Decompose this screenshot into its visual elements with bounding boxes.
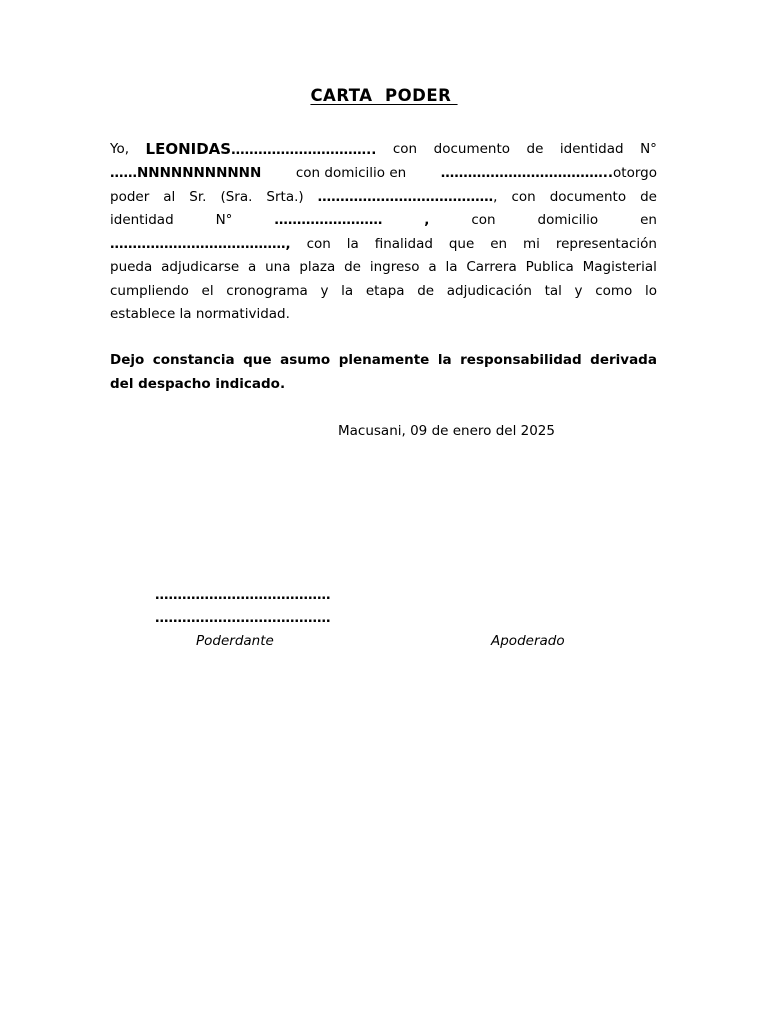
document-title: [0, 86, 768, 105]
word: identidad: [559, 141, 624, 157]
word: Magisterial: [582, 259, 657, 275]
attorney-name-dots: …………………………………: [317, 189, 494, 205]
word: la: [445, 259, 458, 275]
word: con: [392, 141, 418, 157]
word: Carrera: [466, 259, 517, 275]
word: la: [341, 283, 354, 299]
phrase: con domicilio en: [295, 165, 407, 181]
body-line-3: [110, 185, 657, 209]
word: de: [344, 259, 361, 275]
title-text: CARTA PODER: [310, 86, 458, 105]
word: a: [248, 259, 257, 275]
word: al: [163, 189, 176, 205]
grantor-address-field: [441, 161, 657, 185]
word: etapa: [365, 283, 405, 299]
word: constancia: [152, 352, 235, 368]
word: con: [306, 236, 331, 252]
word: Srta.): [266, 189, 304, 205]
word: la: [346, 236, 359, 252]
word: poder: [110, 189, 150, 205]
word: en: [640, 212, 657, 228]
word: responsabilidad: [460, 352, 582, 368]
word: finalidad: [374, 236, 433, 252]
word: el: [201, 283, 214, 299]
body-line-4: [110, 208, 657, 232]
word: pueda: [110, 259, 153, 275]
word: cumpliendo: [110, 283, 189, 299]
word: ingreso: [369, 259, 420, 275]
body-line-1: [110, 137, 657, 161]
word: tal: [544, 283, 562, 299]
grantor-name: LEONIDAS: [145, 140, 232, 158]
word: con: [511, 189, 536, 205]
grantor-name-dots: …………………………..: [231, 142, 377, 158]
word: con: [471, 212, 496, 228]
word: documento: [549, 189, 627, 205]
word: en: [490, 236, 508, 252]
body-line-text: establece la normatividad.: [110, 306, 290, 322]
word: de: [417, 283, 435, 299]
word: Sr.: [189, 189, 207, 205]
attorney-address-dots: …………………………………,: [110, 236, 291, 252]
grantor-id-number: NNNNNNNNNNN: [137, 165, 262, 181]
closing-line-1: [110, 348, 657, 372]
word: y: [320, 283, 329, 299]
apoderado-label: Apoderado: [491, 633, 565, 649]
word: otorgo: [613, 165, 657, 181]
word: a: [428, 259, 437, 275]
word: de: [526, 141, 544, 157]
word: documento: [433, 141, 511, 157]
grantor-address-dots: ………………………………..: [440, 165, 614, 181]
date-line: Macusani, 09 de enero del 2025: [338, 423, 555, 439]
word: como: [595, 283, 633, 299]
word: representación: [555, 236, 657, 252]
poderdante-label: Poderdante: [196, 633, 274, 649]
word: Publica: [525, 259, 574, 275]
body-line-7: [110, 279, 657, 303]
word: domicilio: [537, 212, 599, 228]
body-line-2: [110, 161, 657, 185]
body-line-8: [110, 302, 657, 326]
word: una: [265, 259, 291, 275]
signature-line-poderdante: …………………………………: [155, 587, 331, 603]
word: de: [640, 189, 657, 205]
grantor-name-field: [146, 137, 377, 161]
word: asumo: [280, 352, 331, 368]
word: N°: [640, 141, 657, 157]
word: (Sra.: [220, 189, 253, 205]
word: que: [448, 236, 475, 252]
word: plaza: [299, 259, 336, 275]
closing-statement: [110, 348, 657, 396]
word: que: [243, 352, 272, 368]
grantor-id-field: [110, 161, 261, 185]
body-line-6: [110, 255, 657, 279]
closing-line-2: del despacho indicado.: [110, 376, 286, 392]
attorney-name-field: [318, 185, 498, 209]
word: derivada: [590, 352, 657, 368]
word: Dejo: [110, 352, 145, 368]
comma: ,: [493, 189, 498, 205]
comma: ,: [424, 212, 430, 228]
word: adjudicarse: [161, 259, 240, 275]
word: plenamente: [338, 352, 430, 368]
signature-line-apoderado: …………………………………: [155, 610, 331, 626]
word: y: [574, 283, 583, 299]
word: mi: [523, 236, 540, 252]
attorney-id-dots: ……………………: [274, 212, 383, 228]
word: identidad: [110, 212, 174, 228]
word: cronograma: [226, 283, 308, 299]
word: la: [437, 352, 452, 368]
word: adjudicación: [446, 283, 532, 299]
body-line-5: [110, 232, 657, 256]
word: N°: [215, 212, 233, 228]
grantor-id-dots: ……: [110, 165, 137, 181]
word: lo: [644, 283, 657, 299]
word: Yo,: [110, 141, 130, 157]
